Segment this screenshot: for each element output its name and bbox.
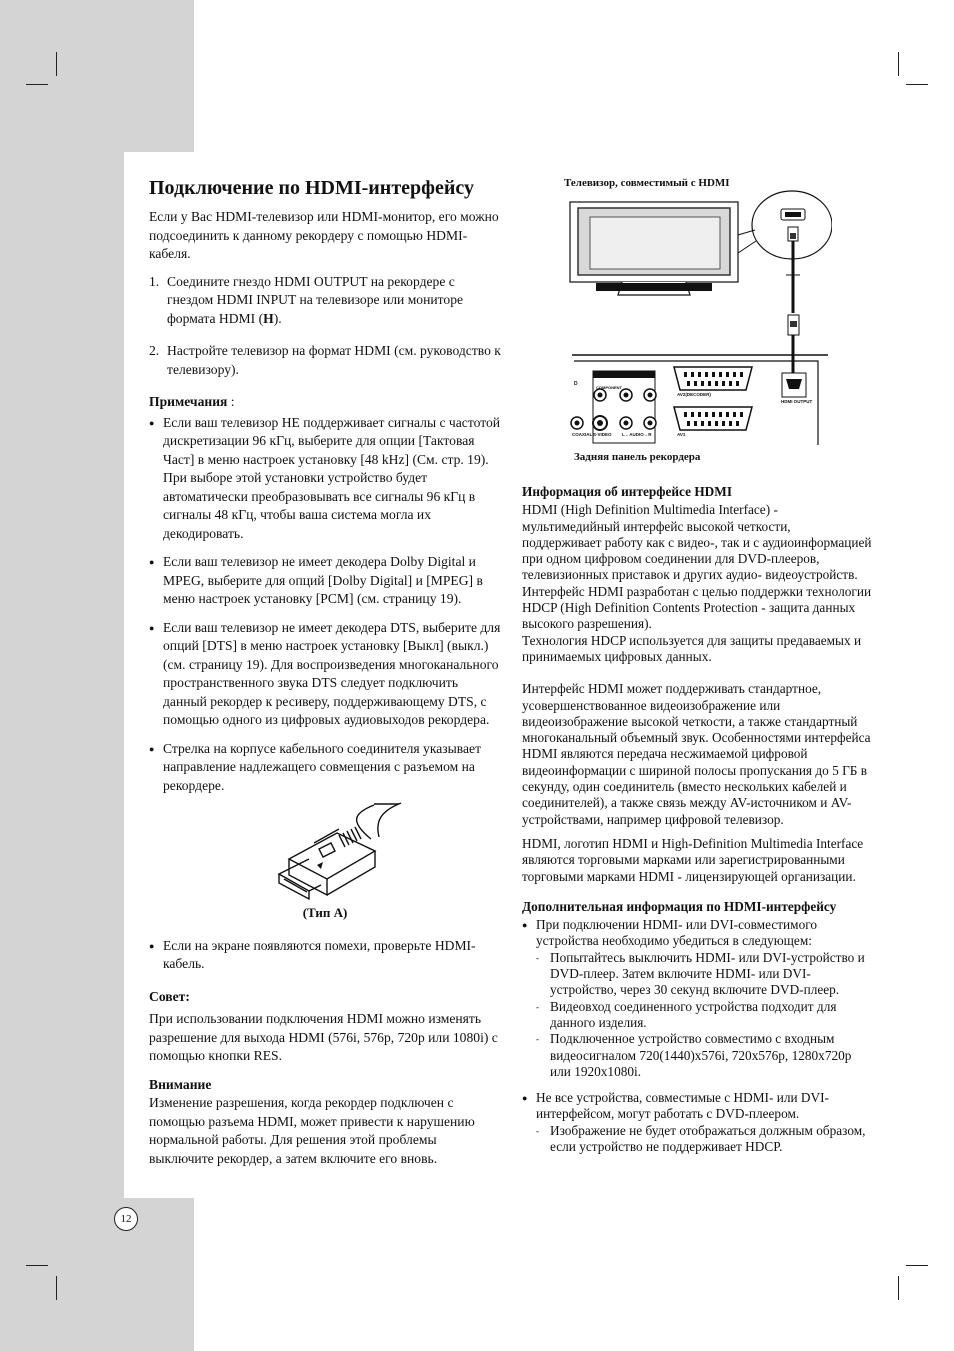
note-item: ● Если ваш телевизор не имеет декодера DTS, выберите для опций [DTS] в меню настроек установку [Выкл] (выкл.) (см. страницу 19). Для воспроизведения многоканального пространственного звука DTS следует подключить данный рекордер к ресиверу, поддерживающему DTS, с помощью одного из цифровых аудиовыходов рекордера.	[149, 619, 501, 730]
page-margin-band-left	[0, 152, 124, 1198]
extra-item-text: Не все устройства, совместимые с HDMI- или DVI-интерфейсом, могут работать с DVD-плеером.	[536, 1090, 829, 1122]
extra-item-text: При подключении HDMI- или DVI-совместимого устройства необходимо убедиться в следующем:	[536, 917, 817, 949]
intro-paragraph: Если у Вас HDMI-телевизор или HDMI-монитор, его можно подсоединить к данному рекордеру с помощью HDMI-кабеля.	[149, 209, 499, 261]
hdmi-output-label: HDMI OUTPUT	[781, 399, 813, 404]
note-item: ● Если ваш телевизор НЕ поддерживает сигналы с частотой дискретизации 96 кГц, выберите для опции [Тактовая Част] в меню настроек установку [48 kHz] (См. стр. 19). При выборе этой установки устройство будет автоматически преобразовывать все сигналы 96 кГц в сигналы 48 кГц, чтобы ваша система могла их декодировать.	[149, 414, 501, 544]
extra-item	[522, 1090, 872, 1155]
info-paragraph: Технология HDCP используется для защиты предаваемых и принимаемых цифровых данных.	[522, 632, 862, 664]
step-item	[149, 342, 501, 379]
crop-mark	[906, 1265, 928, 1266]
left-column	[149, 176, 501, 1168]
tip-heading: Совет:	[149, 988, 190, 1004]
page-title: Подключение по HDMI-интерфейсу	[149, 177, 475, 199]
info-paragraph: HDMI, логотип HDMI и High-Definition Multimedia Interface являются торговыми марками или зарегистрированными торговыми марками HDMI - лицензирующей организации.	[522, 835, 864, 884]
hdmi-connector-icon	[149, 799, 501, 904]
rear-panel-caption: Задняя панель рекордера	[574, 451, 701, 463]
extra-sublist	[536, 1123, 872, 1156]
step-text: Настройте телевизор на формат HDMI (см. руководство к телевизору).	[167, 343, 501, 377]
note-item: ● Стрелка на корпусе кабельного соединителя указывает направление надлежащего совмещения с разъемом на рекордере.	[149, 740, 501, 796]
info-paragraph: HDMI (High Definition Multimedia Interface) - мультимедийный интерфейс высокой четкости, поддерживает работу как с видео-, так и с аудиоинформацией при одном цифровом соединении для DVD-плееров, телевизионных приставок и других аудио- видеоустройств.	[522, 502, 872, 583]
extra-subitem: - Попытайтесь выключить HDMI- или DVI-устройство и DVD-плеер. Затем включите HDMI- или DVI-устройство, через 30 секунд включите DVD-плеер.	[536, 950, 872, 999]
tip-text: При использовании подключения HDMI можно изменять разрешение для выхода HDMI (576i, 576p, 720p или 1080i) с помощью кнопки RES.	[149, 1011, 498, 1063]
warning-text: Изменение разрешения, когда рекордер подключен с помощью разъема HDMI, может привести к нарушению нормальной работы. Для решения этой проблемы выключите рекордер, а затем включите его вновь.	[149, 1095, 475, 1166]
crop-mark	[26, 84, 48, 85]
connector-caption: (Тип A)	[302, 905, 348, 920]
crop-mark	[56, 52, 57, 76]
coaxial-label: COAXIAL	[572, 432, 593, 437]
notes-list	[149, 414, 501, 796]
step-item	[149, 273, 501, 329]
right-column	[522, 484, 872, 1155]
extra-sublist	[536, 950, 872, 1080]
warning-heading: Внимание	[149, 1076, 212, 1092]
extra-subitem: - Подключенное устройство совместимо с входным видеосигналом 720(1440)x576i, 720x576p, 1280x720p или 1920x1080i.	[536, 1031, 872, 1080]
note-item: ● Если ваш телевизор не имеет декодера Dolby Digital и MPEG, выберите для опций [Dolby Digital] и [MPEG] в меню настроек установку [PCM] (см. страницу 19).	[149, 553, 501, 609]
page-margin-band-bottom	[0, 1198, 194, 1351]
page-number: 12	[114, 1207, 138, 1231]
notes-heading-text: Примечания	[149, 394, 228, 409]
extra-list	[522, 917, 872, 1155]
step-text: Соедините гнездо HDMI OUTPUT на рекордере с гнездом HDMI INPUT на телевизоре или мониторе формата HDMI (	[167, 273, 464, 326]
av1-label: AV1	[677, 432, 686, 437]
crop-mark	[56, 1276, 57, 1300]
step-number: 1.	[149, 273, 160, 289]
extra-subitem: - Изображение не будет отображаться должным образом, если устройство не поддерживает HDCP.	[536, 1123, 872, 1156]
step-bold-marker: H	[263, 310, 274, 326]
component-label: COMPONENT	[596, 385, 622, 390]
crop-mark	[26, 1265, 48, 1266]
notes-heading	[149, 393, 501, 412]
notes-list-extra	[149, 937, 501, 974]
info-paragraph: Интерфейс HDMI разработан с целью поддержки технологии HDCP (High Definition Contents Protection - защита данных высокого разрешения).	[522, 583, 872, 632]
note-item: ● Если на экране появляются помехи, проверьте HDMI-кабель.	[149, 937, 501, 974]
hdmi-connection-diagram	[560, 175, 832, 470]
svideo-label: S-VIDEO	[593, 432, 612, 437]
av2-label: AV2(DECODER)	[677, 392, 711, 397]
extra-heading: Дополнительная информация по HDMI-интерфейсу	[522, 898, 837, 914]
info-heading: Информация об интерфейсе HDMI	[522, 484, 732, 499]
page-margin-band-top	[0, 0, 194, 152]
d-label: D	[574, 381, 578, 387]
steps-list	[149, 273, 501, 380]
hdmi-connector-illustration	[149, 799, 501, 904]
step-text-end: ).	[273, 310, 282, 326]
tv-caption: Телевизор, совместимый с HDMI	[564, 177, 730, 189]
crop-mark	[898, 1276, 899, 1300]
step-number: 2.	[149, 343, 160, 358]
audio-label: L←AUDIO→R	[622, 432, 652, 437]
crop-mark	[898, 52, 899, 76]
extra-subitem: - Видеовход соединенного устройства подходит для данного изделия.	[536, 999, 872, 1032]
info-paragraph: Интерфейс HDMI может поддерживать стандартное, усовершенствованное видеоизображение или видеоизображение высокой четкости, а также стандартный многоканальный объемный звук. Особенностями интерфейса HDMI являются передача несжимаемой цифровой видеоинформации с шириной полосы пропускания до 5 ГБ в секунду, один соединитель (вместо нескольких кабелей и соединителей), а также связь между AV-источником и AV-устройствами, например цифровой телевизор.	[522, 681, 871, 827]
output-label: OUTPUT	[596, 378, 617, 384]
crop-mark	[906, 84, 928, 85]
notes-heading-colon: :	[227, 394, 235, 409]
extra-item	[522, 917, 872, 1080]
tv-recorder-drawing	[560, 175, 832, 470]
